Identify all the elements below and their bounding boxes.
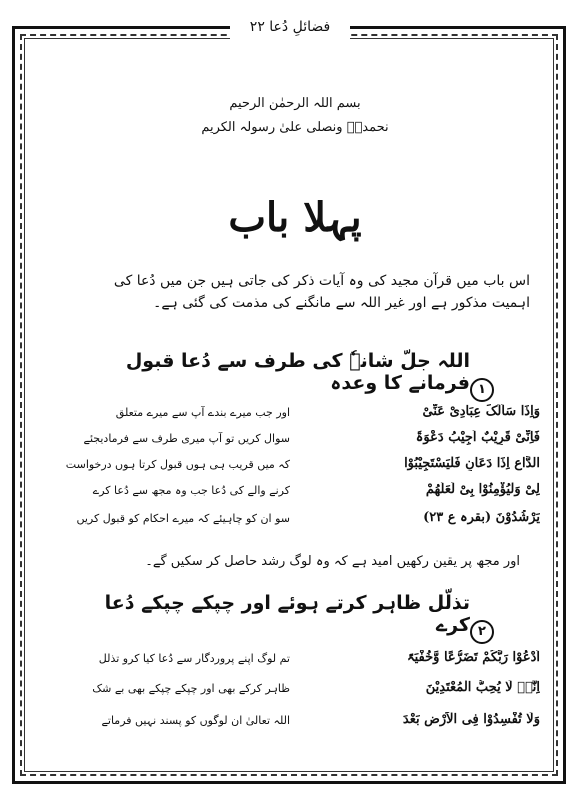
verse-translation: تم لوگ اپنے پروردگار سے دُعا کیا کرو تذلل	[98, 652, 290, 665]
section-2-title: تذلّل ظاہر کرتے ہوئے اور چپکے چپکے دُعا کرے	[104, 592, 470, 636]
section-1-number: ۱	[470, 378, 494, 402]
verse-row	[40, 404, 540, 426]
section-1-closing: اور مجھ پر یقین رکھیں امید ہے کہ وہ لوگ رشد حاصل کر سکیں گے۔	[145, 554, 520, 569]
verse-arabic: وَلَا تُفْسِدُوْا فِی الْاَرْضِ بَعْدَ	[402, 712, 540, 727]
verse-translation: سو ان کو چاہیئے کہ میرے احکام کو قبول کریں	[76, 512, 290, 525]
verse-row	[40, 712, 540, 734]
verse-arabic: یَرْشُدُوْنَ (بقرہ ع ۲۳)	[423, 510, 540, 525]
verse-row	[40, 456, 540, 478]
verse-arabic: وَاِذَا سَاَلَکَ عِبَادِیْ عَنِّیْ	[422, 404, 540, 419]
page-header-label: فضائلِ دُعا ۲۲	[230, 14, 350, 40]
verse-row	[40, 510, 540, 532]
bismillah: بسم اللہ الرحمٰن الرحیم	[229, 96, 361, 111]
verse-row	[40, 482, 540, 504]
intro-line-1: اس باب میں قرآن مجید کی وہ آیات ذکر کی جاتی ہیں جن میں دُعا کی	[113, 273, 530, 289]
section-1-title: اللہ جلّ شانہٗ کی طرف سے دُعا قبول فرمانے کا وعدہ	[125, 350, 470, 394]
verse-row	[40, 430, 540, 452]
verse-arabic: لِیْ وَلْیُؤْمِنُوْا بِیْ لَعَلَّھُمْ	[425, 482, 540, 497]
verse-translation: اللہ تعالیٰ ان لوگوں کو پسند نہیں فرماتے	[101, 714, 290, 727]
intro-paragraph	[60, 270, 530, 314]
verse-row	[40, 650, 540, 672]
verse-translation: کہ میں قریب ہی ہوں قبول کرتا ہوں درخواست	[65, 458, 290, 471]
chapter-title: پہلا باب	[228, 194, 362, 241]
verse-arabic: فَاِنِّیْ قَرِیْبٌ اُجِیْبُ دَعْوَۃَ	[415, 430, 540, 445]
verse-translation: کرنے والے کی دُعا جب وہ مجھ سے دُعا کرے	[92, 484, 290, 497]
verse-translation: سوال کریں تو آپ میری طرف سے فرمادیجئے	[83, 432, 290, 445]
verse-arabic: اِنَّہٗ لَا یُحِبُّ الْمُعْتَدِیْنَ	[425, 680, 540, 695]
verse-arabic: الدَّاعِ اِذَا دَعَانِ فَلْیَسْتَجِیْبُوْا	[404, 456, 540, 471]
verse-arabic: اُدْعُوْا رَبَّکُمْ تَضَرُّعًا وَّخُفْیَۃً	[406, 650, 540, 665]
verse-translation: ظاہر کرکے بھی اور چپکے چپکے بھی بے شک	[92, 682, 290, 695]
section-2-number: ۲	[470, 620, 494, 644]
verse-translation: اور جب میرے بندے آپ سے میرے متعلق	[115, 406, 290, 419]
verse-row	[40, 680, 540, 702]
salutation: نحمدہٗ ونصلی علیٰ رسولہ الکریم	[201, 120, 389, 135]
intro-line-2: اہمیت مذکور ہے اور غیر اللہ سے مانگنے کی مذمت کی گئی ہے۔	[153, 295, 530, 311]
